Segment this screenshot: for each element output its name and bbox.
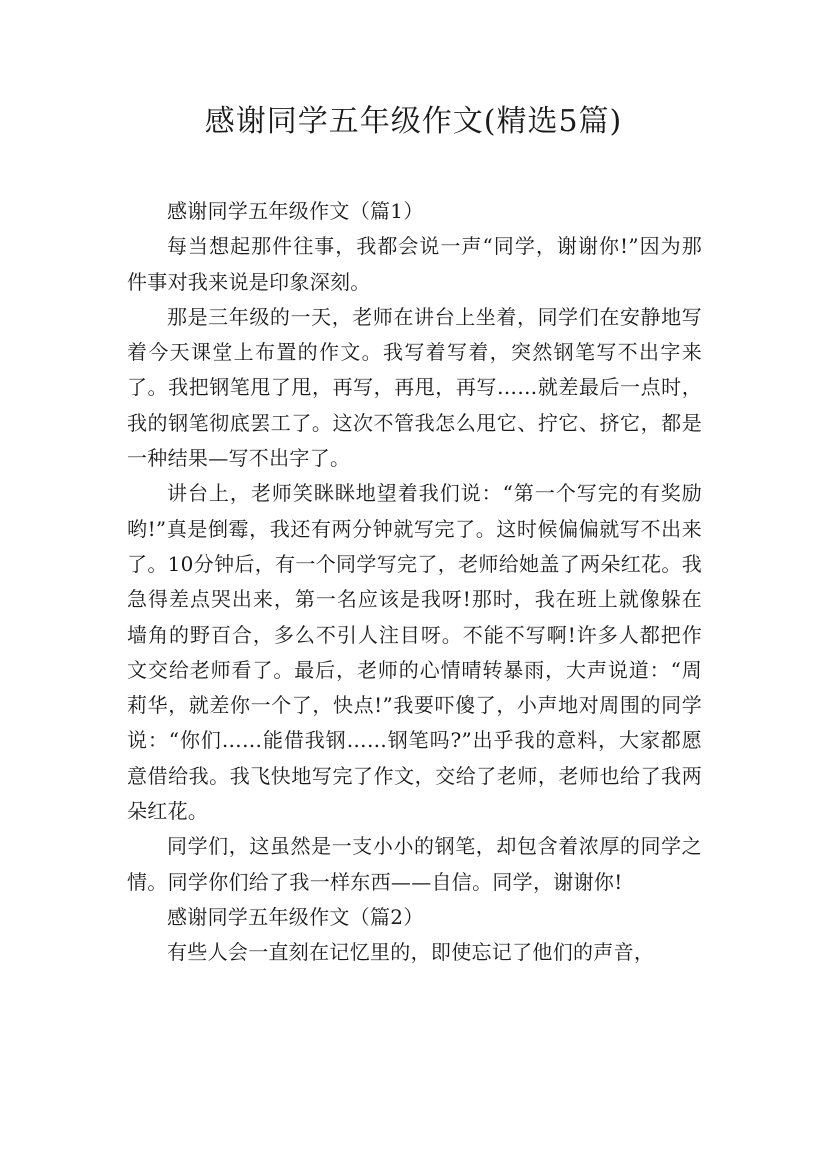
paragraph: 有些人会一直刻在记忆里的，即使忘记了他们的声音， [167, 940, 655, 965]
paragraph: 同学们，这虽然是一支小小的钢笔，却包含着浓厚的同学之情。同学你们给了我一样东西——自信。同学，谢谢你! [127, 834, 702, 894]
section-heading-2: 感谢同学五年级作文（篇2） [167, 904, 424, 929]
document-title: 感谢同学五年级作文(精选5篇) [204, 104, 623, 139]
paragraph: 每当想起那件往事，我都会说一声“同学，谢谢你!”因为那件事对我来说是印象深刻。 [127, 234, 702, 294]
paragraph: 讲台上，老师笑眯眯地望着我们说：“第一个写完的有奖励哟!”真是倒霉，我还有两分钟就写完了。这时候偏偏就写不出来了。10分钟后，有一个同学写完了，老师给她盖了两朵红花。我急得差点哭出来，第一名应该是我呀!那时，我在班上就像躲在墙角的野百合，多么不引人注目呀。不能不写啊!许多人都把作文交给老师看了。最后，老师的心情晴转暴雨，大声说道：“周莉华，就差你一个了，快点!”我要吓傻了，小声地对周围的同学说：“你们……能借我钢……钢笔吗?”出乎我的意料，大家都愿意借给我。我飞快地写完了作文，交给了老师，老师也给了我两朵红花。 [127, 481, 702, 824]
paragraph: 那是三年级的一天，老师在讲台上坐着，同学们在安静地写着今天课堂上布置的作文。我写着写着，突然钢笔写不出字来了。我把钢笔甩了甩，再写，再甩，再写……就差最后一点时，我的钢笔彻底罢工了。这次不管我怎么甩它、拧它、挤它，都是一种结果—写不出字了。 [127, 304, 702, 471]
document-body [127, 194, 702, 971]
section-heading-1: 感谢同学五年级作文（篇1） [167, 199, 424, 223]
